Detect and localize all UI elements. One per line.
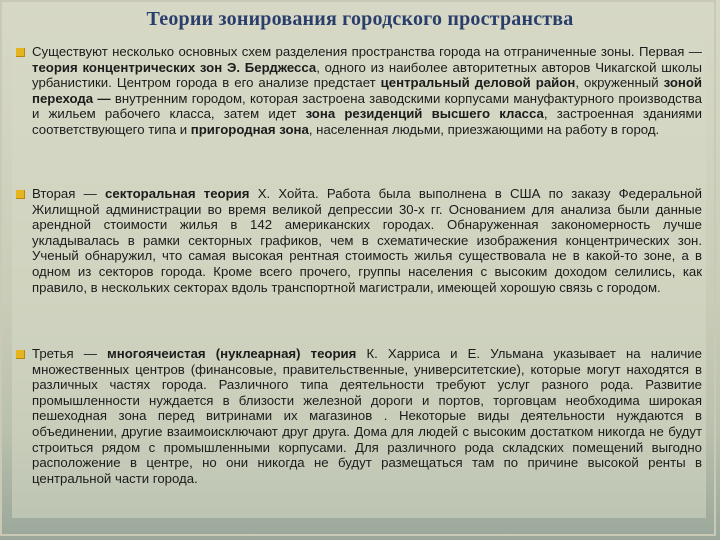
text-run: Существуют несколько основных схем разделения пространства города на отграниченные зоны. Первая —: [32, 44, 702, 59]
bullet-item-sectoral: [16, 186, 702, 295]
bullet-item-concentric: [16, 44, 702, 138]
slide-title: Теории зонирования городского пространства: [146, 8, 574, 30]
paragraph-text: [32, 44, 702, 138]
slide-content: [12, 40, 706, 518]
bold-term: пригородная зона: [190, 121, 309, 137]
bullet-square-icon: [16, 48, 25, 57]
text-run: , окруженный: [575, 75, 664, 91]
text-run: , застроенная зданиями соответствующего типа и: [32, 106, 702, 137]
text-run: , одного из наиболее авторитетных авторов Чикагской школы урбанистики. Центром города в его анализе предстает: [32, 59, 702, 91]
bold-term: центральный деловой район: [380, 75, 576, 91]
bold-term: секторальная теория: [105, 186, 250, 201]
text-run: Вторая —: [32, 186, 106, 201]
text-run: внутренним городом, которая застроена заводскими корпусами мануфактурного производства и жильем рабочего класса, затем идет: [32, 90, 702, 122]
text-run: Х. Хойта. Работа была выполнена в США по заказу Федеральной Жилищной администрации во время великой депрессии 30-х гг. Основанием для анализа были данные арендной стоимости жилья в 142 американских городах. Обнаруженная закономерность лучше укладывалась в рамки секторных графиков, чем в схематические изображения концентрических зон. Ученый обнаружил, что самая высокая рентная стоимость жилья существовала не в какой-то зоне, а в одном из секторов города. Кроме всего прочего, группы населения с высоким доходом селились, как правило, в нескольких секторах вдоль транспортной магистрали, имеющей хорошую связь с городом.: [32, 186, 702, 295]
paragraph-text: [32, 346, 702, 486]
bold-term: теория концентрических зон Э. Берджесса: [32, 59, 317, 75]
bullet-item-multinuclear: [16, 346, 702, 486]
text-run: Третья —: [32, 346, 108, 361]
bullet-square-icon: [16, 350, 25, 359]
paragraph-text: [32, 186, 702, 295]
bold-term: зоной перехода —: [32, 75, 703, 106]
bold-term: многоячеистая (нуклеарная) теория: [107, 346, 357, 361]
bold-term: зона резиденций высшего класса: [305, 106, 544, 122]
text-run: К. Харриса и Е. Ульмана указывает на наличие множественных центров (финансовые, правительственные, университетские), которые могут находятся в различных частях города. Различного типа деятельности требуют услуг разного рода. Развитие промышленности нуждается в близости железной дороги и портов, торговцам необходима широкая пешеходная зона перед витринами их магазинов . Некоторые виды деятельности нуждаются в объединении, другие взаимоисключают друг друга. Дома для людей с высоким достатком никогда не будут строиться рядом с промышленными корпусами. Для различного рода складских помещений выгодно расположение в центре, но они никогда не будут размещаться там по причине высокой ренты в центральной части города.: [32, 346, 703, 486]
bullet-square-icon: [16, 190, 25, 199]
text-run: , населенная людьми, приезжающими на работу в город.: [308, 121, 660, 137]
